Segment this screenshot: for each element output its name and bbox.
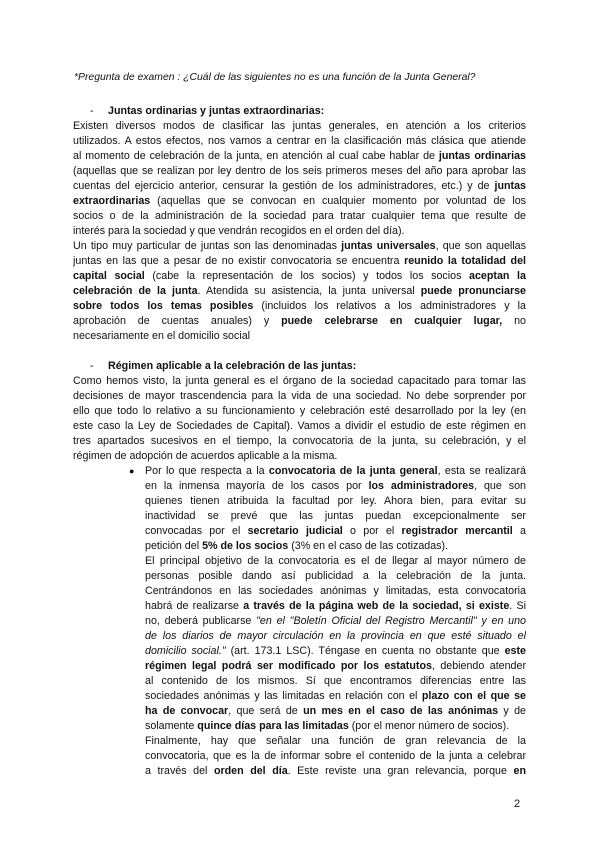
paragraph-orden-del-dia: Finalmente, hay que señalar una función de gran relevancia de la convocatoria, que es la de informar sobre el contenido de la junta a celebrar a través del orden del día. Este reviste una gran relevancia, porque en xyxy=(145,735,526,777)
paragraph-objetivo-convocatoria: El principal objetivo de la convocatoria es el de llegar al mayor número de personas posible dando así publicidad a la celebración de la junta. Centrándonos en las sociedades anónimas y limitadas, esta convocatoria habrá de realizarse a través de la página web de la sociedad, si existe. Si no, deberá publicarse "en el "Boletín Oficial del Registro Mercantil" y en uno de los diarios de mayor circulación en la provincia en que esté situado el domicilio social." (art. 173.1 LSC). Téngase en cuenta no obstante que este régimen legal podrá ser modificado por los estatutos, debiendo atender al contenido de los mismos. Sí que encontramos diferencias entre las sociedades anónimas y las limitadas en relación con el plazo con el que se ha de convocar, que será de un mes en el caso de las anónimas y de solamente quince días para las limitadas (por el menor número de socios). xyxy=(145,555,526,732)
heading-dash: - xyxy=(90,105,94,117)
heading-dash: - xyxy=(90,360,94,372)
document-body xyxy=(73,104,526,779)
bullet-marker: ● xyxy=(129,466,135,476)
exam-question: *Pregunta de examen : ¿Cuál de las siguientes no es una función de la Junta General? xyxy=(74,72,476,83)
paragraph-juntas-types: Existen diversos modos de clasificar las juntas generales, en atención a los criterios utilizados. A estos efectos, nos vamos a centrar en la clasificación más clásica que atiende al momento de celebración de la junta, en atención al cual cabe hablar de juntas ordinarias (aquellas que se realizan por ley dentro de los seis primeros meses del año para aprobar las cuentas del ejercicio anterior, censurar la gestión de los administradores, etc.) y de juntas extraordinarias (aquellas que se convocan en cualquier momento por voluntad de los socios o de la administración de la sociedad para tratar cualquier tema que resulte de interés para la sociedad y que vendrán recogidos en el orden del día). Un tipo muy particular de juntas son las denominadas juntas universales, que son aquellas juntas en las que a pesar de no existir convocatoria se encuentra reunido la totalidad del capital social (cabe la representación de los socios) y todos los socios aceptan la celebración de la junta. Atendida su asistencia, la junta universal puede pronunciarse sobre todos los temas posibles (incluidos los relativos a los administradores y la aprobación de cuentas anuales) y puede celebrarse en cualquier lugar, no necesariamente en el domicilio social xyxy=(73,120,526,342)
bullet-convocatoria xyxy=(129,464,526,779)
paragraph-regimen: Como hemos visto, la junta general es el órgano de la sociedad capacitado para tomar las decisiones de mayor trascendencia para la vida de una sociedad. No debe sorprender por ello que todo lo relativo a su funcionamiento y celebración esté desarrollado por la ley (en este caso la Ley de Sociedades de Capital). Vamos a dividir el estudio de este régimen en tres apartados sucesivos en el tiempo, la convocatoria de la junta, su celebración, y el régimen de adopción de acuerdos aplicable a la misma. xyxy=(73,375,526,462)
page-number: 2 xyxy=(514,798,521,810)
paragraph-convocatoria: Por lo que respecta a la convocatoria de la junta general, esta se realizará en la inmensa mayoría de los casos por los administradores, que son quienes tienen atribuida la facultad por ley. Ahora bien, para evitar su inactividad se prevé que las juntas puedan excepcionalmente ser convocadas por el secretario judicial o por el registrador mercantil a petición del 5% de los socios (3% en el caso de las cotizadas). xyxy=(145,465,526,552)
section-heading-ordinary-extraordinary: - Juntas ordinarias y juntas extraordinarias: xyxy=(90,105,325,117)
section-heading-regimen: - Régimen aplicable a la celebración de las juntas: xyxy=(90,360,357,372)
